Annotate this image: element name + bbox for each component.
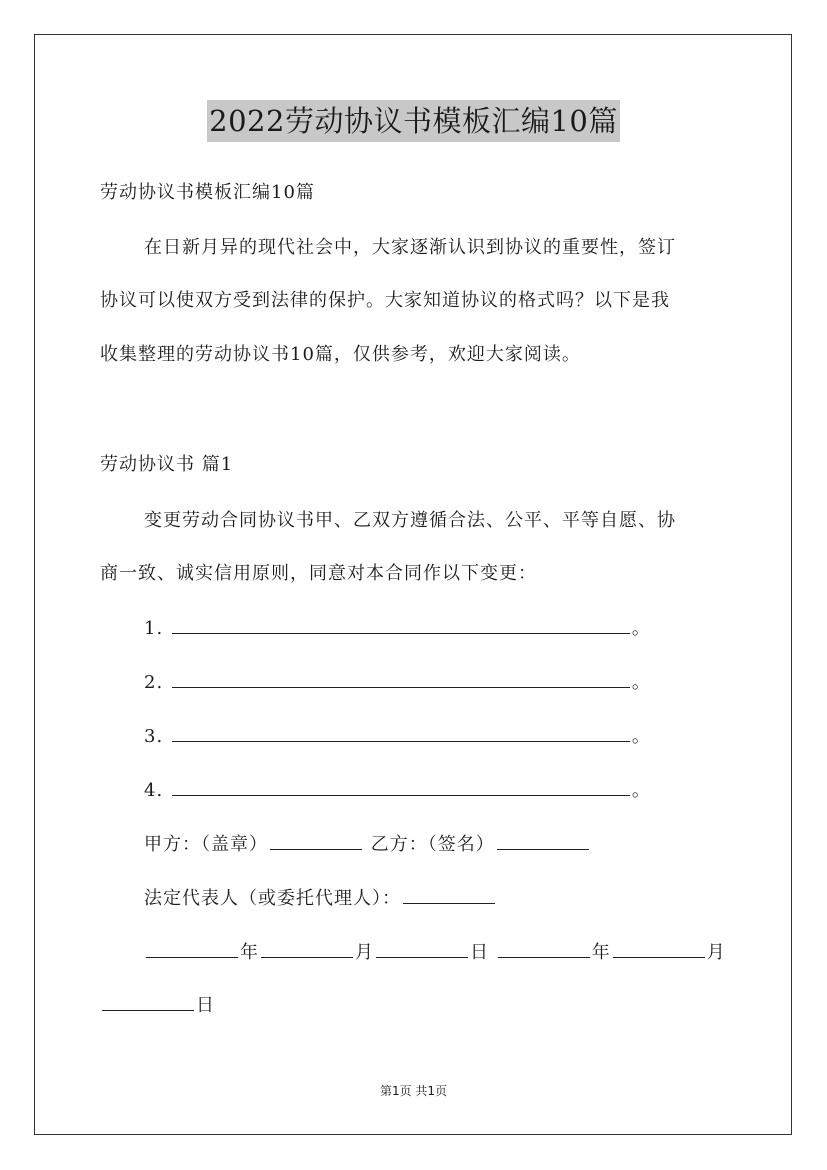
item-number: 4. — [144, 780, 164, 801]
fill-blank — [172, 779, 630, 796]
fill-blank — [270, 833, 362, 850]
fill-blank — [172, 671, 630, 688]
date-day: 日 — [196, 995, 215, 1016]
fill-blank — [498, 941, 590, 958]
date-day: 日 — [470, 942, 489, 963]
intro-line-2: 协议可以使双方受到法律的保护。大家知道协议的格式吗？以下是我 — [100, 290, 670, 311]
legal-rep-line — [144, 886, 497, 912]
date-month: 月 — [706, 942, 726, 963]
item-end: 。 — [631, 726, 651, 747]
date-line — [144, 940, 726, 966]
change-item-4 — [144, 778, 651, 804]
intro-line-1: 在日新月异的现代社会中，大家逐渐认识到协议的重要性，签订 — [144, 237, 676, 258]
item-end: 。 — [631, 672, 651, 693]
fill-blank — [172, 617, 630, 634]
fill-blank — [146, 941, 238, 958]
fill-blank — [376, 941, 468, 958]
change-item-1 — [144, 616, 651, 642]
date-year: 年 — [240, 942, 259, 963]
page-footer: 第1页 共1页 — [379, 1084, 448, 1098]
item-number: 3. — [144, 726, 164, 747]
party-b-label: 乙方：（签名） — [370, 834, 495, 855]
fill-blank — [172, 725, 630, 742]
change-item-2 — [144, 670, 651, 696]
item-end: 。 — [631, 618, 651, 639]
date-year: 年 — [591, 942, 611, 963]
body-line-1: 变更劳动合同协议书甲、乙双方遵循合法、公平、平等自愿、协 — [144, 510, 676, 531]
fill-blank — [261, 941, 353, 958]
intro-line-3: 收集整理的劳动协议书10篇，仅供参考，欢迎大家阅读。 — [100, 344, 581, 365]
fill-blank — [613, 941, 705, 958]
document-title: 2022劳动协议书模板汇编10篇 — [207, 100, 620, 142]
section-heading: 劳动协议书 篇1 — [100, 454, 234, 475]
date-month: 月 — [355, 942, 374, 963]
subtitle: 劳动协议书模板汇编10篇 — [100, 182, 315, 203]
fill-blank — [403, 887, 495, 904]
title-wrap — [0, 100, 827, 142]
item-end: 。 — [631, 780, 651, 801]
fill-blank — [497, 833, 589, 850]
date-line-continued — [100, 993, 215, 1019]
legal-rep-label: 法定代表人（或委托代理人）： — [144, 888, 401, 909]
change-item-3 — [144, 724, 651, 750]
party-a-label: 甲方：（盖章） — [144, 834, 268, 855]
body-line-2: 商一致、诚实信用原则，同意对本合同作以下变更： — [100, 563, 537, 584]
item-number: 1. — [144, 618, 164, 639]
fill-blank — [102, 994, 194, 1011]
item-number: 2. — [144, 672, 164, 693]
signature-line — [144, 832, 591, 858]
